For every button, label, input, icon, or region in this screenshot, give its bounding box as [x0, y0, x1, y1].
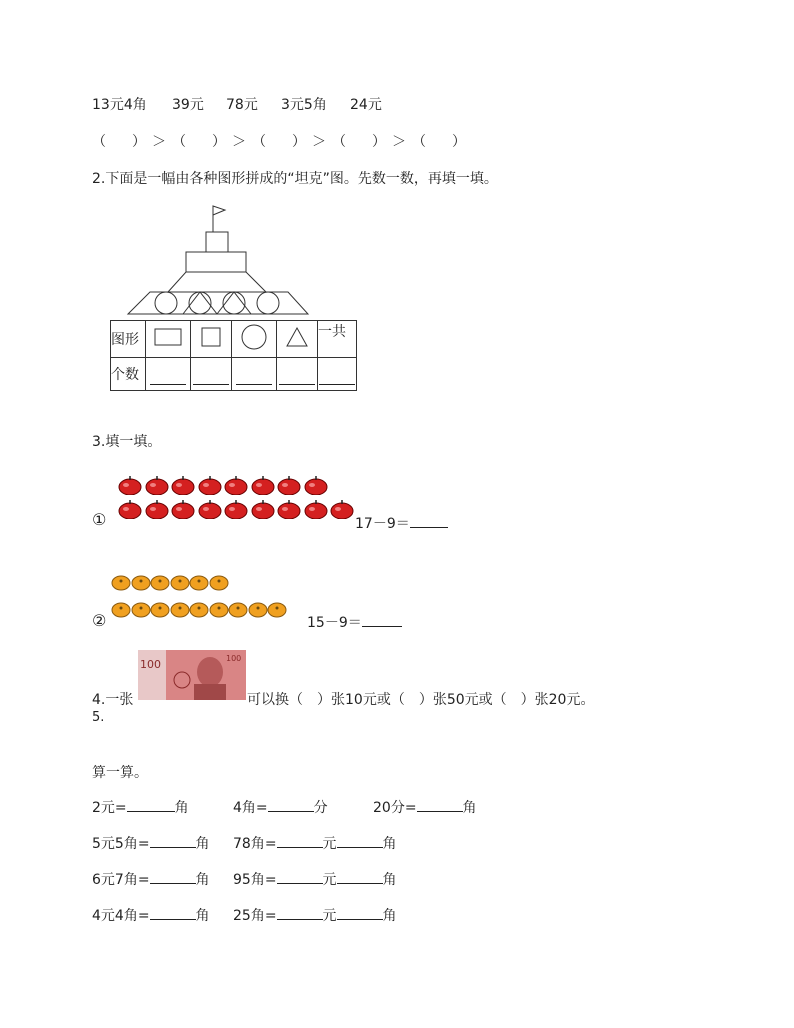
- calc-1-3-blank[interactable]: [417, 797, 463, 812]
- turret-rectangle: [186, 252, 246, 272]
- count-total-blank[interactable]: [318, 358, 357, 391]
- orange-icon: [209, 575, 229, 591]
- item1-expression: [355, 513, 448, 533]
- calc-4-1-blank[interactable]: [150, 905, 196, 920]
- calc-4-1-post: 角: [195, 908, 210, 924]
- q4-prefix: 4.一张: [92, 692, 134, 708]
- apple-icon: [251, 475, 275, 495]
- item2-mark: ②: [92, 611, 107, 630]
- orange-icon: [209, 602, 229, 618]
- calc-1-3-post: 角: [462, 800, 477, 816]
- flag-icon: [213, 206, 225, 215]
- calc-3-2-mid: 元: [322, 872, 337, 888]
- calc-2-2-post: 角: [382, 836, 397, 852]
- q3-title: 3.填一填。: [92, 434, 162, 450]
- item2-expr-text: 15－9＝: [307, 615, 362, 631]
- table-header-total: 一共: [318, 321, 357, 358]
- item1-expr-text: 17－9＝: [355, 516, 410, 532]
- orange-icon: [131, 602, 151, 618]
- apple-icon: [198, 499, 222, 519]
- apple-icon: [171, 499, 195, 519]
- calc-3-1-blank[interactable]: [150, 869, 196, 884]
- calc-2-2-blank-yuan[interactable]: [277, 833, 323, 848]
- calc-1-2: [233, 797, 328, 817]
- amount-5: 24元: [350, 97, 382, 113]
- item2-expression: [307, 612, 402, 632]
- orange-icon: [111, 575, 131, 591]
- apple-icon: [304, 499, 328, 519]
- apple-icon: [145, 499, 169, 519]
- calc-2-1-blank[interactable]: [150, 833, 196, 848]
- tank-figure: [120, 200, 320, 318]
- calc-2-2: [233, 833, 397, 853]
- track-triangle-2: [217, 292, 251, 314]
- amount-3: 78元: [226, 97, 258, 113]
- apple-icon: [118, 475, 142, 495]
- apple-icon: [171, 475, 195, 495]
- triangle-icon: [285, 326, 309, 348]
- calc-4-2-blank-yuan[interactable]: [277, 905, 323, 920]
- q4-suffix: 可以换（ ）张10元或（ ）张50元或（ ）张20元。: [247, 692, 595, 708]
- calc-2-1-post: 角: [195, 836, 210, 852]
- calc-4-2-pre: 25角=: [233, 908, 277, 924]
- calc-4-2-mid: 元: [322, 908, 337, 924]
- shape-count-table: [110, 320, 357, 391]
- apple-icon: [277, 499, 301, 519]
- table-header-count: 个数: [111, 358, 146, 391]
- calc-3-1: [92, 869, 210, 889]
- apple-icon: [224, 475, 248, 495]
- circle-cell: [232, 321, 277, 358]
- calc-2-2-pre: 78角=: [233, 836, 277, 852]
- compare-row: （ ）＞（ ）＞（ ）＞（ ）＞（ ）: [92, 134, 472, 150]
- banknote-100-icon: [138, 650, 246, 700]
- count-rectangle-blank[interactable]: [146, 358, 191, 391]
- orange-icon: [248, 602, 268, 618]
- orange-icon: [111, 602, 131, 618]
- calc-4-1: [92, 905, 210, 925]
- apple-icon: [304, 475, 328, 495]
- triangle-cell: [277, 321, 318, 358]
- orange-icon: [170, 602, 190, 618]
- calc-1-1-post: 角: [174, 800, 189, 816]
- count-circle-blank[interactable]: [232, 358, 277, 391]
- calc-3-2-blank-yuan[interactable]: [277, 869, 323, 884]
- calc-2-2-mid: 元: [322, 836, 337, 852]
- calc-1-2-post: 分: [313, 800, 328, 816]
- calc-4-2-blank-jiao[interactable]: [337, 905, 383, 920]
- orange-icon: [131, 575, 151, 591]
- calc-2-1-pre: 5元5角=: [92, 836, 150, 852]
- body-trapezoid: [168, 272, 266, 292]
- orange-icon: [170, 575, 190, 591]
- count-square-blank[interactable]: [191, 358, 232, 391]
- apple-icon: [251, 499, 275, 519]
- orange-icon: [150, 602, 170, 618]
- calc-1-1: [92, 797, 189, 817]
- track-triangle-1: [183, 292, 217, 314]
- calc-3-2-blank-jiao[interactable]: [337, 869, 383, 884]
- calc-4-2: [233, 905, 397, 925]
- orange-icon: [150, 575, 170, 591]
- wheel-2: [189, 292, 211, 314]
- calc-3-2-pre: 95角=: [233, 872, 277, 888]
- calc-3-1-pre: 6元7角=: [92, 872, 150, 888]
- calc-1-2-pre: 4角=: [233, 800, 268, 816]
- turret-square: [206, 232, 228, 252]
- banknote-value-right: 100: [226, 654, 242, 663]
- q5-number: 5.: [92, 710, 105, 725]
- wheel-4: [257, 292, 279, 314]
- item1-answer-blank[interactable]: [410, 513, 448, 528]
- item1-mark: ①: [92, 510, 107, 529]
- calc-1-1-pre: 2元=: [92, 800, 127, 816]
- calc-1-3-pre: 20分=: [373, 800, 417, 816]
- orange-icon: [228, 602, 248, 618]
- calc-3-2: [233, 869, 397, 889]
- calc-1-1-blank[interactable]: [127, 797, 175, 812]
- circle-icon: [240, 323, 268, 351]
- q5-title: 算一算。: [92, 765, 148, 781]
- calc-2-1: [92, 833, 210, 853]
- calc-1-3: [373, 797, 477, 817]
- banknote-value-left: 100: [140, 658, 161, 671]
- calc-3-2-post: 角: [382, 872, 397, 888]
- rectangle-icon: [154, 327, 182, 347]
- apple-icon: [118, 499, 142, 519]
- amount-2: 39元: [172, 97, 204, 113]
- amount-1: 13元4角: [92, 97, 147, 113]
- orange-icon: [189, 575, 209, 591]
- orange-icon: [267, 602, 287, 618]
- apple-icon: [224, 499, 248, 519]
- apple-icon: [277, 475, 301, 495]
- rectangle-cell: [146, 321, 191, 358]
- calc-4-2-post: 角: [382, 908, 397, 924]
- calc-4-1-pre: 4元4角=: [92, 908, 150, 924]
- wheel-1: [155, 292, 177, 314]
- apple-icon: [330, 499, 354, 519]
- q2-instruction: 2.下面是一幅由各种图形拼成的“坦克”图。先数一数，再填一填。: [92, 171, 498, 187]
- orange-icon: [189, 602, 209, 618]
- square-icon: [201, 327, 221, 347]
- wheel-3: [223, 292, 245, 314]
- table-header-shape: 图形: [111, 321, 146, 358]
- apple-icon: [198, 475, 222, 495]
- square-cell: [191, 321, 232, 358]
- apple-icon: [145, 475, 169, 495]
- count-triangle-blank[interactable]: [277, 358, 318, 391]
- calc-1-2-blank[interactable]: [268, 797, 314, 812]
- calc-2-2-blank-jiao[interactable]: [337, 833, 383, 848]
- item2-answer-blank[interactable]: [362, 612, 402, 627]
- amount-4: 3元5角: [281, 97, 327, 113]
- calc-3-1-post: 角: [195, 872, 210, 888]
